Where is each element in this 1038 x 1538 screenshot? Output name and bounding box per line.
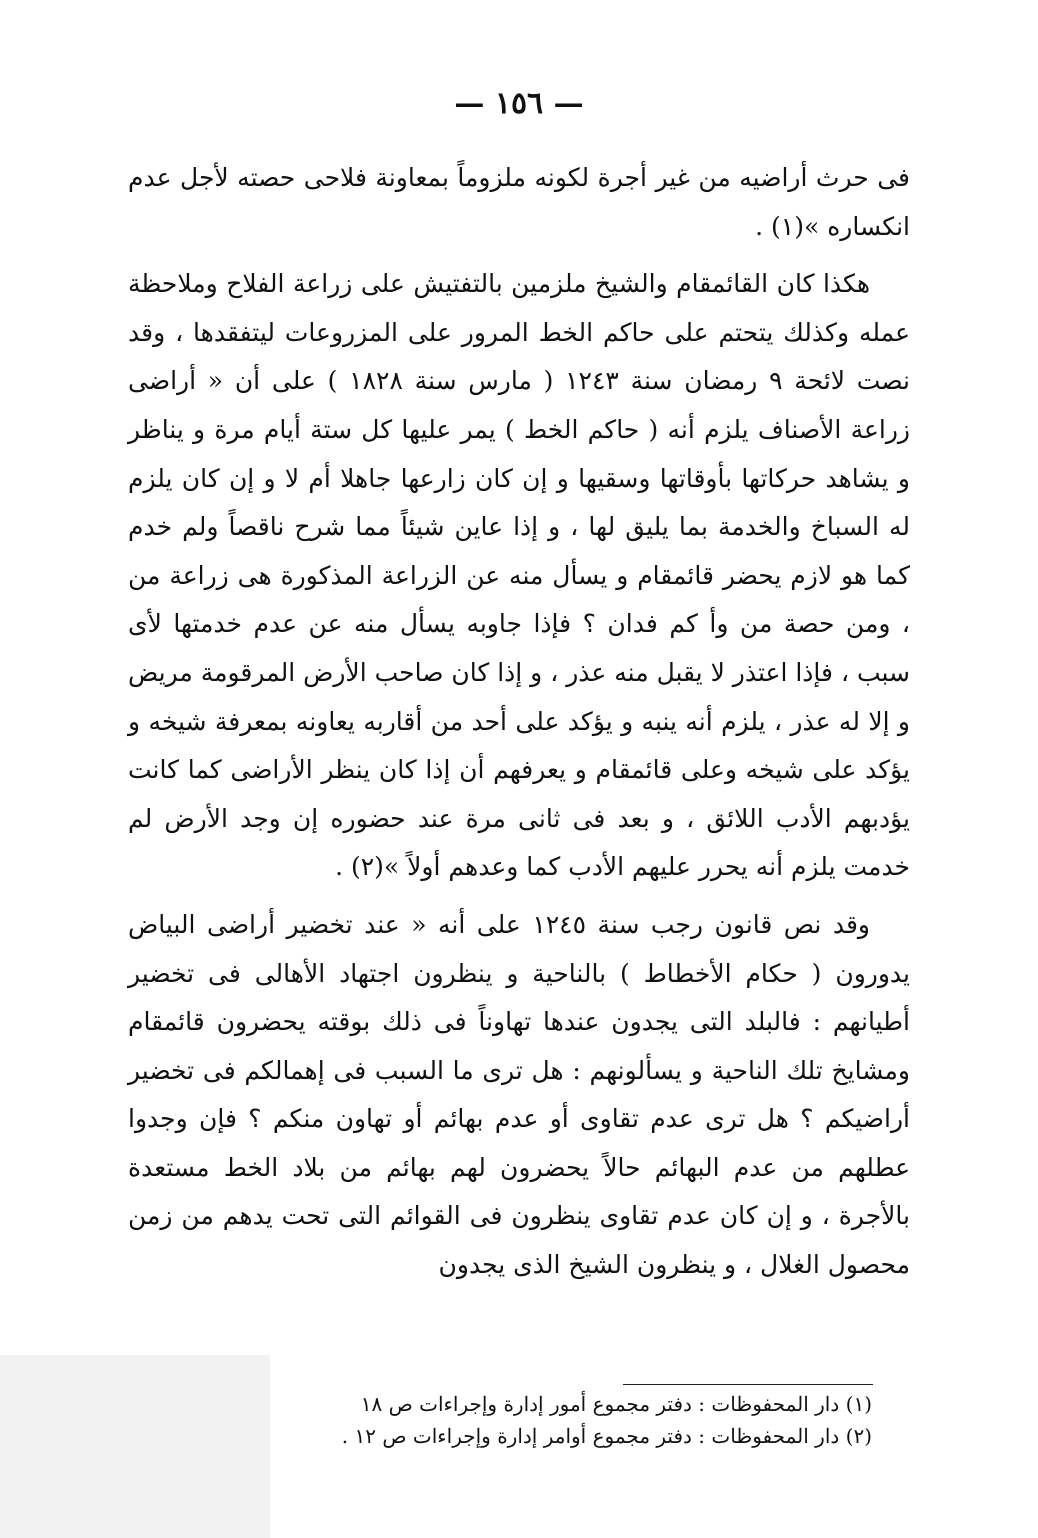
footnote-1: (١) دار المحفوظات : دفتر مجموع أمور إدارة وإجراءات ص ١٨	[360, 1392, 872, 1416]
paragraph-3: وقد نص قانون رجب سنة ١٢٤٥ على أنه « عند تخضير أراضى البياض يدورون ( حكام الأخطاط ) بالناحية و ينظرون اجتهاد الأهالى فى تخضير أطيانهم : فالبلد التى يجدون عندها تهاوناً فى ذلك بوقته يحضرون قائمقام ومشايخ تلك الناحية و يسألونهم : هل ترى ما السبب فى إهمالكم فى تخضير أراضيكم ؟ هل ترى عدم تقاوى أو عدم بهائم أو تهاون منكم ؟ فإن وجدوا عطلهم من عدم البهائم حالاً يحضرون لهم بهائم من بلاد الخط مستعدة بالأجرة ، و إن كان عدم تقاوى ينظرون فى القوائم التى تحت يدهم من زمن محصول الغلال ، و ينظرون الشيخ الذى يجدون	[128, 909, 910, 1280]
page-number: — ١٥٦ —	[454, 86, 584, 121]
scan-shade	[0, 1355, 270, 1538]
body-text	[128, 154, 910, 1299]
footnote-divider	[623, 1384, 873, 1385]
footnotes	[270, 1388, 872, 1452]
paragraph-2: هكذا كان القائمقام والشيخ ملزمين بالتفتيش على زراعة الفلاح وملاحظة عمله وكذلك يتحتم على حاكم الخط المرور على المزروعات ليتفقدها ، وقد نصت لائحة ٩ رمضان سنة ١٢٤٣ ( مارس سنة ١٨٢٨ ) على أن « أراضى زراعة الأصناف يلزم أنه ( حاكم الخط ) يمر عليها كل ستة أيام مرة و يناظر و يشاهد حركاتها بأوقاتها وسقيها و إن كان زارعها جاهلا أم لا و إن كان يلزم له السباخ والخدمة بما يليق لها ، و إذا عاين شيئاً مما شرح ناقصاً ولم خدم كما هو لازم يحضر قائمقام و يسأل منه عن الزراعة المذكورة هى زراعة من ، ومن حصة من وأ كم فدان ؟ فإذا جاوبه يسأل منه عن عدم خدمتها لأى سبب ، فإذا اعتذر لا يقبل منه عذر ، و إذا كان صاحب الأرض المرقومة مريض و إلا له عذر ، يلزم أنه ينبه و يؤكد على أحد من أقاربه يعاونه بمعرفة شيخه و يؤكد على شيخه وعلى قائمقام و يعرفهم أن إذا كان ينظر الأراضى كما كانت يؤدبهم الأدب اللائق ، و بعد فى ثانى مرة عند حضوره إن وجد الأرض لم خدمت يلزم أنه يحرر عليهم الأدب كما وعدهم أولاً »(٢) .	[128, 269, 910, 882]
footnote-2: (٢) دار المحفوظات : دفتر مجموع أوامر إدارة وإجراءات ص ١٢ .	[341, 1424, 872, 1448]
paragraph-1: فى حرث أراضيه من غير أجرة لكونه ملزوماً بمعاونة فلاحى حصته لأجل عدم انكساره »(١) .	[128, 163, 910, 241]
